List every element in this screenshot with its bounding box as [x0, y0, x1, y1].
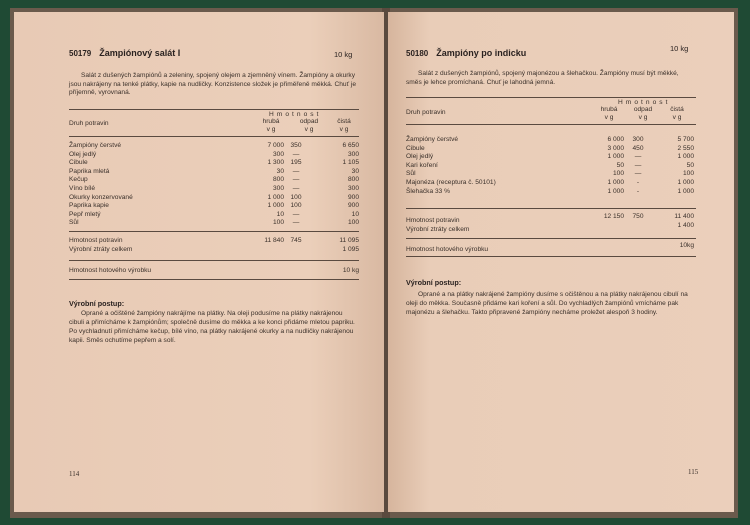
recipe-yield: 10 kg	[334, 50, 353, 59]
net-values	[319, 142, 359, 228]
gross-value: 1 300	[267, 159, 284, 167]
recipe-name: Žampióny po indicku	[436, 48, 527, 58]
ingredient-list	[406, 136, 496, 196]
recipe-number: 50179	[69, 49, 92, 58]
ingredient-name: Paprika kapie	[69, 202, 109, 210]
ingredient-name: Pepř mletý	[69, 210, 101, 218]
weight-header: H m o t n o s t	[618, 99, 669, 106]
final-value: 10kg	[679, 242, 694, 249]
table-rule-header	[406, 124, 696, 125]
waste-value: 195	[290, 159, 302, 167]
loss-net: 1 095	[342, 246, 359, 253]
waste-value: -	[636, 187, 640, 195]
waste-value: 350	[290, 142, 302, 149]
total-label: Hmotnost potravin	[69, 237, 123, 244]
unit-waste: v g	[304, 126, 314, 133]
ingredient-name: Sůl	[406, 170, 416, 178]
net-value: 5 700	[677, 136, 694, 143]
net-value: 300	[347, 150, 359, 158]
waste-value: —	[292, 219, 300, 227]
gross-value: 1 000	[607, 178, 624, 186]
table-rule-top	[69, 109, 359, 110]
unit-gross: v g	[266, 126, 276, 133]
gross-value: 1 000	[607, 187, 624, 195]
ingredient-col-header: Druh potravin	[69, 120, 109, 127]
final-label: Hmotnost hotového výrobku	[406, 246, 489, 253]
gross-value: 3 000	[607, 144, 624, 152]
col-net: čistá	[670, 106, 684, 113]
col-waste: odpad	[299, 118, 319, 125]
gross-value: 1 000	[267, 193, 284, 201]
waste-value: —	[292, 176, 300, 184]
left-page	[14, 12, 384, 512]
waste-value: 100	[290, 193, 302, 201]
page-number: 115	[688, 468, 699, 476]
net-value: 1 000	[677, 187, 694, 195]
page-number: 114	[69, 470, 80, 478]
total-waste: 745	[290, 237, 302, 244]
recipe-title	[406, 48, 526, 58]
col-waste: odpad	[633, 106, 653, 113]
col-gross: hrubá	[600, 106, 618, 113]
ingredient-name: Víno bílé	[69, 184, 96, 192]
recipe-title	[69, 48, 180, 58]
total-gross: 11 840	[264, 237, 284, 244]
table-rule-header	[69, 136, 359, 137]
weight-header: H m o t n o s t	[269, 111, 320, 118]
table-rule-totals	[69, 260, 359, 261]
recipe-name: Žampiónový salát I	[99, 48, 181, 58]
waste-value: —	[292, 210, 300, 218]
waste-value: —	[634, 170, 642, 178]
waste-value: 100	[290, 202, 302, 210]
ingredient-name: Žampióny čerstvé	[69, 142, 122, 149]
table-rule-items	[406, 208, 696, 209]
net-value: 50	[686, 161, 694, 169]
net-value: 900	[347, 202, 359, 210]
procedure-text: Oprané a na plátky nakrájené žampióny dusíme s očištěnou a na plátky nakrájenou cibulí na oleji do měkka. Současně přidáme kari koření a sůl. Do vychladlých žampiónů vmícháme pak majonézu a šlehačku. Takto připravené žampióny necháme proležet alespoň 3 hodiny.	[406, 291, 688, 316]
gross-value: 50	[616, 161, 624, 169]
procedure-text: Oprané a očištěné žampióny nakrájíme na plátky. Na oleji podusíme na plátky nakrájenou cibuli a přimícháme k žampiónům; společně dusíme do měkka a ke konci přidáme mletou papriku. Po vychladnutí přimícháme kečup, bílé víno, na plátky nakrájené okurky a na nudličky nakrájenou kapii. Směs ochutíme pepřem a solí.	[69, 310, 355, 344]
ingredient-name: Šlehačka 33 %	[406, 187, 450, 195]
ingredient-name: Cibule	[69, 159, 88, 167]
gross-value: 1 000	[607, 153, 624, 161]
gross-value: 30	[276, 167, 284, 175]
net-value: 1 000	[677, 178, 694, 186]
ingredient-name: Sůl	[69, 219, 79, 227]
net-value: 1 000	[677, 153, 694, 161]
ingredient-list	[69, 142, 133, 228]
table-rule-items	[69, 231, 359, 232]
final-label: Hmotnost hotového výrobku	[69, 267, 152, 274]
net-value: 300	[347, 184, 359, 192]
net-value: 100	[347, 219, 359, 227]
ingredient-name: Paprika mletá	[69, 167, 110, 175]
col-net: čistá	[337, 118, 351, 125]
total-net: 11 400	[674, 213, 694, 220]
ingredient-name: Olej jedlý	[69, 150, 97, 158]
unit-net: v g	[672, 114, 682, 121]
net-value: 100	[682, 170, 694, 178]
recipe-intro: Salát z dušených žampiónů a zeleniny, spojený olejem a zjemněný vínem. Žampióny a okurky jsou nakrájeny na tenké plátky, kapie na nudličky. Konzistence složek je přiměřeně měkká. Chuť je příjemně, vyrovnaná.	[69, 72, 357, 97]
ingredient-name: Žampióny čerstvé	[406, 136, 459, 143]
waste-value: —	[634, 161, 642, 169]
ingredient-name: Olej jedlý	[406, 153, 434, 161]
net-value: 800	[347, 176, 359, 184]
net-value: 10	[351, 210, 359, 218]
ingredient-col-header: Druh potravin	[406, 109, 446, 116]
ingredient-name: Kari koření	[406, 161, 438, 169]
unit-gross: v g	[604, 114, 614, 121]
gross-value: 1 000	[267, 202, 284, 210]
net-value: 900	[347, 193, 359, 201]
waste-values	[276, 142, 316, 228]
gross-value: 10	[276, 210, 284, 218]
final-value: 10 kg	[342, 267, 359, 274]
gross-value: 6 000	[607, 136, 624, 143]
total-waste: 750	[632, 213, 644, 220]
net-value: 2 550	[677, 144, 694, 152]
waste-value: 300	[632, 136, 644, 143]
ingredient-name: Kečup	[69, 176, 88, 184]
unit-net: v g	[339, 126, 349, 133]
waste-value: 450	[632, 144, 644, 152]
net-value: 1 105	[342, 159, 359, 167]
waste-values	[618, 136, 658, 196]
net-value: 30	[351, 167, 359, 175]
recipe-yield: 10 kg	[670, 44, 689, 53]
total-gross: 12 150	[603, 213, 624, 220]
gross-value: 7 000	[267, 142, 284, 149]
gross-value: 300	[272, 150, 284, 158]
waste-value: —	[292, 167, 300, 175]
open-book	[10, 8, 738, 518]
waste-value: -	[636, 178, 640, 186]
recipe-intro: Salát z dušených žampiónů, spojený majonézou a šlehačkou. Žampióny musí být měkké, směs je lehce promíchaná. Chuť je lahodná jemná.	[406, 70, 679, 86]
ingredient-name: Cibule	[406, 144, 425, 152]
net-values	[654, 136, 694, 196]
unit-waste: v g	[638, 114, 648, 121]
table-rule-bottom	[406, 256, 696, 257]
procedure-title: Výrobní postup:	[69, 299, 125, 308]
table-rule-totals	[406, 238, 696, 239]
loss-label: Výrobní ztráty celkem	[406, 226, 470, 233]
total-net: 11 095	[339, 237, 359, 244]
table-rule-bottom	[69, 279, 359, 280]
right-page	[388, 12, 734, 512]
table-rule-top	[406, 97, 696, 98]
recipe-number: 50180	[406, 49, 429, 58]
ingredient-name: Majonéza (receptura č. 50101)	[406, 178, 496, 186]
gross-value: 300	[272, 184, 284, 192]
gross-value: 100	[272, 219, 284, 227]
col-gross: hrubá	[262, 118, 280, 125]
ingredient-name: Okurky konzervované	[69, 193, 133, 201]
net-value: 6 650	[342, 142, 359, 149]
loss-net: 1 400	[677, 222, 694, 229]
loss-label: Výrobní ztráty celkem	[69, 246, 133, 253]
waste-value: —	[634, 153, 642, 161]
gross-value: 800	[272, 176, 284, 184]
waste-value: —	[292, 184, 300, 192]
gross-value: 100	[612, 170, 624, 178]
procedure-title: Výrobní postup:	[406, 278, 462, 287]
total-label: Hmotnost potravin	[406, 217, 460, 224]
waste-value: —	[292, 150, 300, 158]
